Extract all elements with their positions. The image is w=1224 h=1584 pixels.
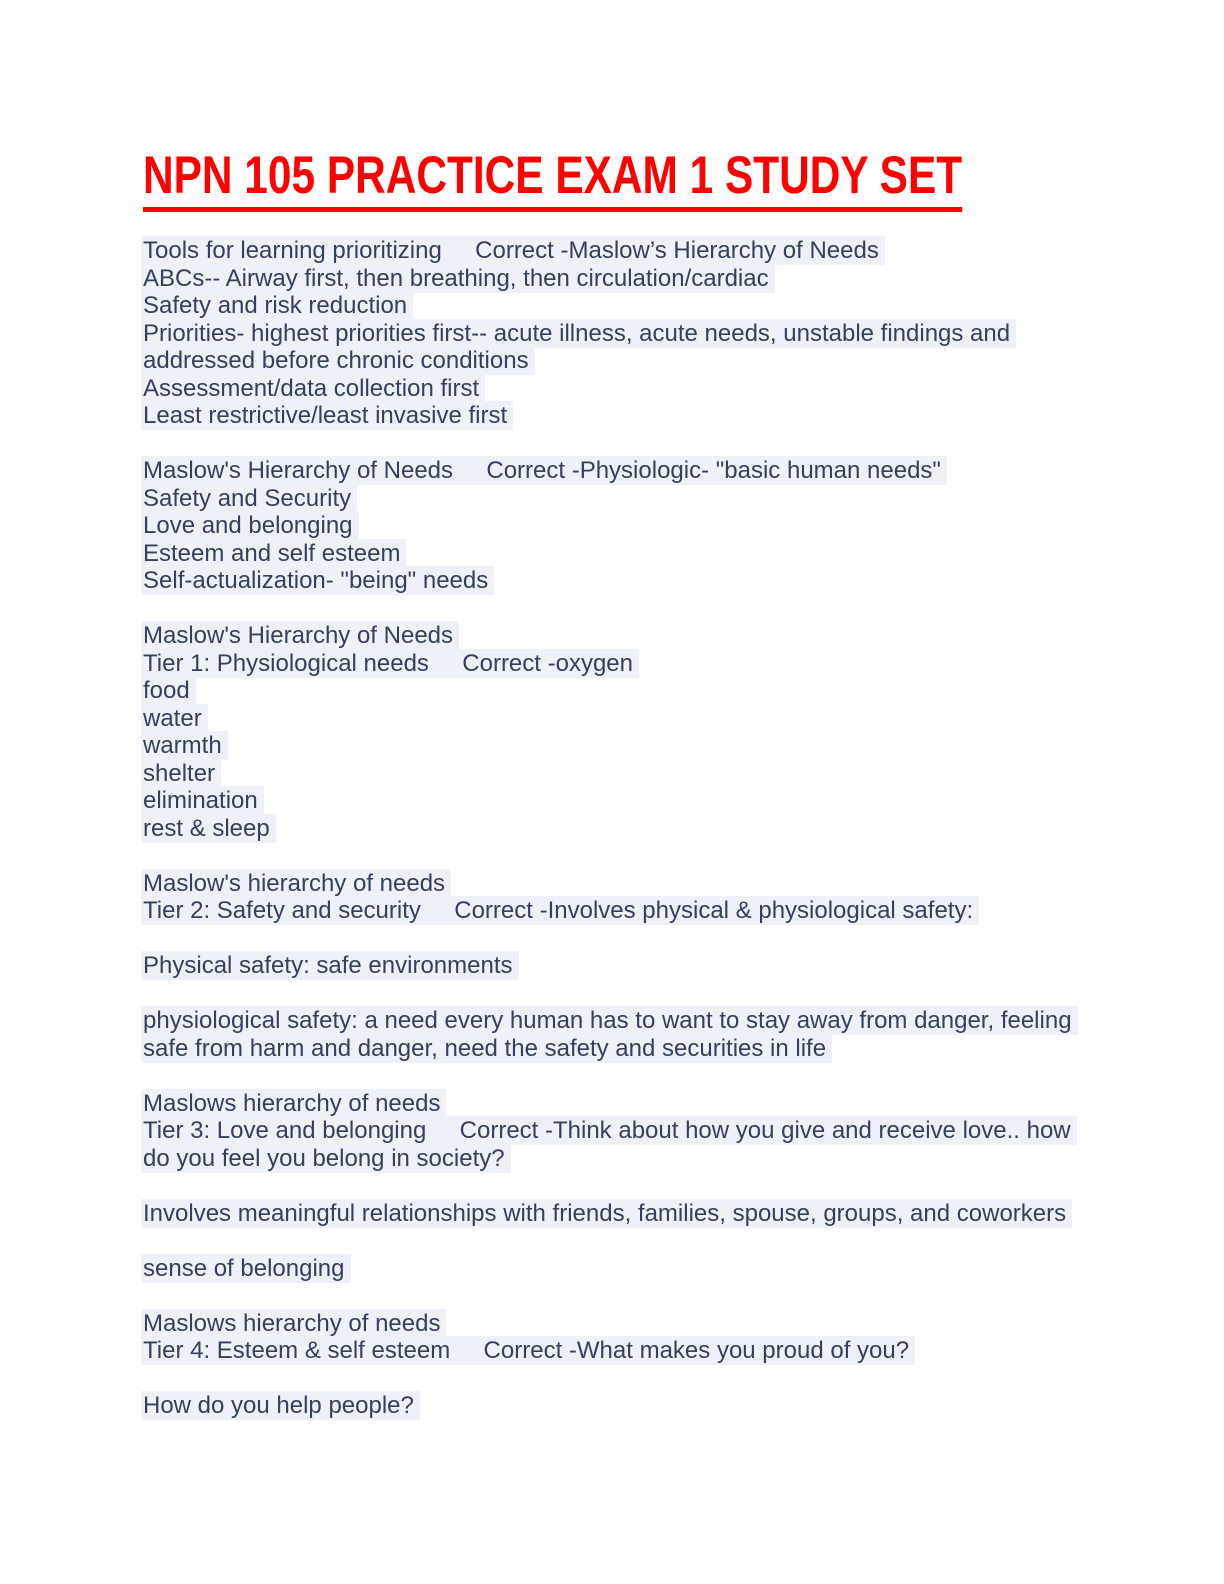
text-line — [143, 1035, 1114, 1063]
text-line — [143, 375, 1114, 403]
highlighted-text: Maslow's Hierarchy of Needs Correct -Physiologic- "basic human needs" — [141, 456, 947, 485]
paragraph — [143, 1200, 1114, 1228]
text-line — [143, 402, 1114, 430]
highlighted-text: Involves meaningful relationships with friends, families, spouse, groups, and coworkers — [141, 1199, 1072, 1228]
text-line — [143, 1090, 1114, 1118]
highlighted-text: Tools for learning prioritizing Correct -Maslow’s Hierarchy of Needs — [141, 236, 885, 265]
text-line — [143, 1007, 1114, 1035]
text-line — [143, 1117, 1114, 1145]
highlighted-text: Safety and risk reduction — [141, 291, 413, 320]
paragraph — [143, 870, 1114, 925]
highlighted-text: safe from harm and danger, need the safety and securities in life — [141, 1034, 832, 1063]
highlighted-text: Assessment/data collection first — [141, 374, 485, 403]
highlighted-text: Love and belonging — [141, 511, 359, 540]
text-line — [143, 320, 1114, 348]
highlighted-text: water — [141, 704, 208, 733]
text-line — [143, 897, 1114, 925]
text-line — [143, 485, 1114, 513]
page-title — [143, 146, 1114, 212]
paragraph — [143, 1310, 1114, 1365]
text-line — [143, 567, 1114, 595]
highlighted-text: Priorities- highest priorities first-- acute illness, acute needs, unstable findings and — [141, 319, 1016, 348]
text-line — [143, 732, 1114, 760]
text-line — [143, 347, 1114, 375]
paragraph — [143, 1090, 1114, 1173]
text-line — [143, 292, 1114, 320]
highlighted-text: addressed before chronic conditions — [141, 346, 535, 375]
highlighted-text: physiological safety: a need every human has to want to stay away from danger, feeling — [141, 1006, 1078, 1035]
highlighted-text: How do you help people? — [141, 1391, 420, 1420]
text-line — [143, 787, 1114, 815]
highlighted-text: elimination — [141, 786, 264, 815]
paragraph — [143, 457, 1114, 595]
highlighted-text: Tier 1: Physiological needs Correct -oxygen — [141, 649, 639, 678]
text-line — [143, 1310, 1114, 1338]
document-body — [143, 237, 1114, 1420]
paragraph — [143, 237, 1114, 430]
text-line — [143, 1392, 1114, 1420]
highlighted-text: Maslows hierarchy of needs — [141, 1309, 446, 1338]
highlighted-text: food — [141, 676, 196, 705]
highlighted-text: Tier 2: Safety and security Correct -Involves physical & physiological safety: — [141, 896, 979, 925]
highlighted-text: Maslows hierarchy of needs — [141, 1089, 446, 1118]
text-line — [143, 1200, 1114, 1228]
highlighted-text: shelter — [141, 759, 221, 788]
text-line — [143, 540, 1114, 568]
paragraph — [143, 952, 1114, 980]
text-line — [143, 760, 1114, 788]
text-line — [143, 1337, 1114, 1365]
highlighted-text: Safety and Security — [141, 484, 357, 513]
text-line — [143, 650, 1114, 678]
text-line — [143, 870, 1114, 898]
text-line — [143, 677, 1114, 705]
highlighted-text: rest & sleep — [141, 814, 276, 843]
text-line — [143, 1145, 1114, 1173]
paragraph — [143, 1007, 1114, 1062]
text-line — [143, 952, 1114, 980]
highlighted-text: Least restrictive/least invasive first — [141, 401, 513, 430]
text-line — [143, 1255, 1114, 1283]
highlighted-text: Physical safety: safe environments — [141, 951, 519, 980]
highlighted-text: Tier 3: Love and belonging Correct -Think about how you give and receive love.. how — [141, 1116, 1077, 1145]
text-line — [143, 815, 1114, 843]
text-line — [143, 622, 1114, 650]
text-line — [143, 237, 1114, 265]
highlighted-text: Maslow's hierarchy of needs — [141, 869, 451, 898]
highlighted-text: Tier 4: Esteem & self esteem Correct -What makes you proud of you? — [141, 1336, 915, 1365]
highlighted-text: sense of belonging — [141, 1254, 351, 1283]
highlighted-text: Esteem and self esteem — [141, 539, 406, 568]
highlighted-text: Self-actualization- "being" needs — [141, 566, 494, 595]
text-line — [143, 705, 1114, 733]
paragraph — [143, 622, 1114, 842]
highlighted-text: Maslow's Hierarchy of Needs — [141, 621, 459, 650]
highlighted-text: warmth — [141, 731, 228, 760]
text-line — [143, 265, 1114, 293]
text-line — [143, 457, 1114, 485]
page-title-text: NPN 105 PRACTICE EXAM 1 STUDY SET — [143, 146, 962, 212]
text-line — [143, 512, 1114, 540]
paragraph — [143, 1255, 1114, 1283]
highlighted-text: do you feel you belong in society? — [141, 1144, 511, 1173]
paragraph — [143, 1392, 1114, 1420]
highlighted-text: ABCs-- Airway first, then breathing, then circulation/cardiac — [141, 264, 775, 293]
